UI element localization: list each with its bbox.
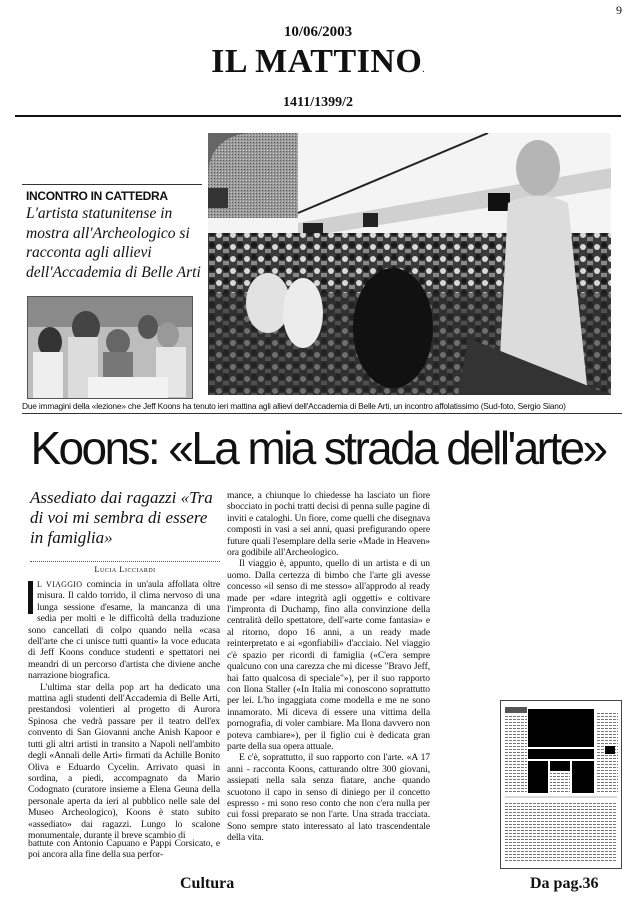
kicker-rule	[22, 184, 202, 185]
headline-text: Koons: «La mia strada dell'arte»	[30, 422, 606, 474]
paragraph: mance, a chiunque lo chiedesse ha lasciato un fiore sbocciato in pochi tratti decisi di penna sulle pagine di inviti e cataloghi. Un fiore, come quelli che disegnava composti in vasi a sei anni, quasi prefigurando opere future quali l'esemplare della serie «Made in Heaven» ora godibile all'Archeologico.	[227, 490, 430, 559]
masthead-title: IL MATTINO	[211, 43, 423, 80]
byline: Lucia Licciardi	[94, 564, 156, 574]
subhead: L'artista statunitense in mostra all'Archeologico si racconta agli allievi dell'Accademia di Belle Arti	[26, 205, 201, 281]
paragraph: battute con Antonio Capuano e Pappi Corsicato, e poi ancora alla fine della sua perfor-	[28, 838, 220, 861]
page-number: 9	[616, 3, 622, 17]
paragraph-text: comincia in un'aula affollata oltre misura. Il caldo torrido, il clima nervoso di una lunga sessione d'esame, la mancanza di una sedia per molti e le difficoltà della traduzione sono cancellati di colpo quando nella «casa dell'arte che ci unisce tutti quanti» la voce educata di Jeff Koons conduce studenti e spettatori nei meandri di un percorso d'artista che diviene anche narrazione biografica.	[28, 579, 220, 682]
paragraph	[28, 579, 220, 682]
masthead	[0, 42, 636, 90]
photo-drawing-image	[28, 297, 192, 398]
paragraph: E c'è, soprattutto, il suo rapporto con l'arte. «A 17 anni - racconta Koons, catturando oltre 300 giovani, assiepati nella sala senza fiatare, anche quando scuotono il capo in senso di diniego per il concetto espresso - mi sono reso conto che non c'era nulla per cui fossi preparato se non l'arte. Una strada tracciata. Sono sempre stato interessato al lato trascendentale della vita.	[227, 752, 430, 844]
deck: Assediato dai ragazzi «Tra di voi mi sembra di essere in famiglia»	[30, 488, 213, 547]
photo-drawing	[27, 296, 193, 399]
paragraph: L'ultima star della pop art ha dedicato una mattina agli studenti dell'Accademia di Belle Arti, prestandosi volentieri al progetto di Aurora Spinosa che vedrà passare per il teatro dell'ex convento di San Giovanni anche Anish Kapoor e tutti gli altri artisti in transito a Napoli nell'ambito degli «Annali delle Arti» firmati da Achille Bonito Oliva e Eduardo Cycelin. Arrivato quasi in sordina, a piedi, accompagnato da Mario Codognato (curatore insieme a Elena Geuna della personale aperta da ieri al pubblico nelle sale del Museo Archeologico), Koons è stato subito «assediato» dai ragazzi. Lungo lo scalone monumentale, durante il breve scambio di	[28, 681, 220, 841]
photo-caption: Due immagini della «lezione» che Jeff Koons ha tenuto ieri mattina agli allievi dell'Accademia di Belle Arti, un incontro affolatissimo (Sud-foto, Sergio Siano)	[22, 401, 622, 414]
section-label: Cultura	[180, 875, 235, 892]
deck-separator	[30, 561, 220, 562]
kicker: INCONTRO IN CATTEDRA	[26, 189, 168, 203]
article-column-1-continued	[28, 838, 220, 861]
header-rule	[15, 115, 621, 117]
clipping-code: 1411/1399/2	[282, 95, 353, 110]
page-thumbnail-image	[501, 701, 621, 868]
headline	[20, 416, 616, 480]
page-thumbnail	[500, 700, 622, 869]
masthead-mark: .	[422, 65, 425, 74]
article-column-2	[227, 490, 430, 844]
photo-auditorium	[208, 133, 611, 395]
lead-smallcaps: L VIAGGIO	[37, 580, 83, 589]
publication-date: 10/06/2003	[283, 24, 353, 40]
paragraph: Il viaggio è, appunto, quello di un artista e di un uomo. Dalla certezza di bimbo che l'arte gli avesse concesso «il senso di me stesso» all'approdo al ready made per «dare integrità agli oggetti» e coltivare l'impronta di Duchamp, fino alla convinzione della centralità dello spettatore, dell'«arte come fantasia» e al ritorno, dopo 16 anni, a un ready made reinterpretato e ai «gonfiabili» d'acciaio. Nel viaggio c'è spazio per ricordi di famiglia («C'era sempre qualcuno con una carezza che mi dicesse "Bravo Jeff, hai fatto qualcosa di speciale"»), per il suo rapporto con Ilona Staller («In Italia mi conoscono soprattutto per lei. L'ho ingaggiata come modella e me ne sono innamorato. Mi diceva di essere una vittima della pornografia, di voler cambiare. Ma Ilona davvero non poteva cambiare»), per il figlio cui è dedicata gran parte della sua opera attuale.	[227, 558, 430, 752]
article-column-1	[28, 579, 220, 841]
drop-cap	[28, 581, 33, 614]
photo-auditorium-image	[208, 133, 611, 395]
source-page-label: Da pag.36	[530, 875, 599, 892]
